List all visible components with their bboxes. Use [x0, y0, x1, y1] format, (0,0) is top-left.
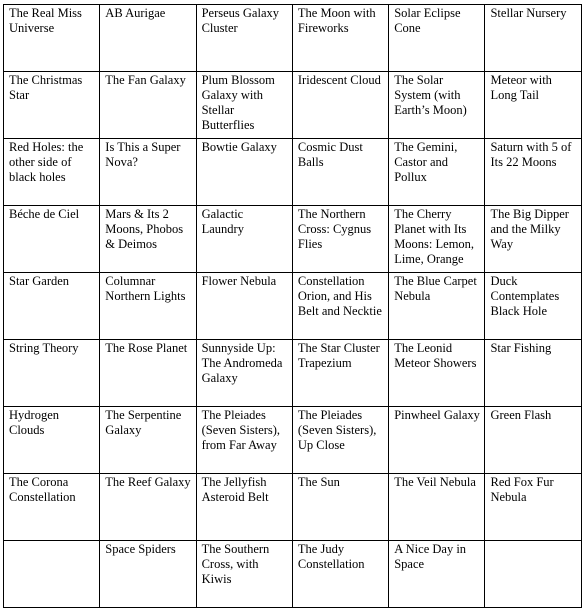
- table-cell: The Corona Constellation: [4, 474, 100, 541]
- table-cell: The Pleiades (Seven Sisters), Up Close: [292, 407, 388, 474]
- table-cell: Béche de Ciel: [4, 206, 100, 273]
- table-cell: Saturn with 5 of Its 22 Moons: [485, 139, 581, 206]
- table-cell: Cosmic Dust Balls: [292, 139, 388, 206]
- table-cell: Meteor with Long Tail: [485, 72, 581, 139]
- table-cell: AB Aurigae: [100, 5, 196, 72]
- table-cell: The Rose Planet: [100, 340, 196, 407]
- table-cell: Pinwheel Galaxy: [389, 407, 485, 474]
- table-cell: The Jellyfish Asteroid Belt: [196, 474, 292, 541]
- table-row: [4, 273, 582, 340]
- table-cell: Mars & Its 2 Moons, Phobos & Deimos: [100, 206, 196, 273]
- table-cell: Constellation Orion, and His Belt and Necktie: [292, 273, 388, 340]
- table-cell: The Cherry Planet with Its Moons: Lemon, Lime, Orange: [389, 206, 485, 273]
- table-cell: Duck Contemplates Black Hole: [485, 273, 581, 340]
- table-cell: The Gemini, Castor and Pollux: [389, 139, 485, 206]
- table-cell: Sunnyside Up: The Andromeda Galaxy: [196, 340, 292, 407]
- table-cell: Red Holes: the other side of black holes: [4, 139, 100, 206]
- table-cell: The Judy Constellation: [292, 541, 388, 608]
- table-cell: Iridescent Cloud: [292, 72, 388, 139]
- table-cell: The Solar System (with Earth’s Moon): [389, 72, 485, 139]
- table-cell: [485, 541, 581, 608]
- table-cell: Bowtie Galaxy: [196, 139, 292, 206]
- table-cell: The Serpentine Galaxy: [100, 407, 196, 474]
- table-row: [4, 206, 582, 273]
- table-row: [4, 5, 582, 72]
- table-cell: Green Flash: [485, 407, 581, 474]
- table-cell: The Southern Cross, with Kiwis: [196, 541, 292, 608]
- table-cell: The Blue Carpet Nebula: [389, 273, 485, 340]
- table-cell: The Veil Nebula: [389, 474, 485, 541]
- table-cell: Star Fishing: [485, 340, 581, 407]
- table-row: [4, 139, 582, 206]
- table-cell: String Theory: [4, 340, 100, 407]
- table-row: [4, 72, 582, 139]
- table-cell: Columnar Northern Lights: [100, 273, 196, 340]
- table-row: [4, 340, 582, 407]
- table-row: [4, 541, 582, 608]
- table-cell: The Sun: [292, 474, 388, 541]
- table-cell: Perseus Galaxy Cluster: [196, 5, 292, 72]
- titles-grid-container: [3, 4, 582, 608]
- table-cell: Solar Eclipse Cone: [389, 5, 485, 72]
- table-cell: Red Fox Fur Nebula: [485, 474, 581, 541]
- table-cell: The Pleiades (Seven Sisters), from Far Away: [196, 407, 292, 474]
- table-cell: Hydrogen Clouds: [4, 407, 100, 474]
- table-cell: The Fan Galaxy: [100, 72, 196, 139]
- table-cell: [4, 541, 100, 608]
- table-cell: Is This a Super Nova?: [100, 139, 196, 206]
- table-cell: The Reef Galaxy: [100, 474, 196, 541]
- table-row: [4, 474, 582, 541]
- table-cell: The Real Miss Universe: [4, 5, 100, 72]
- table-cell: The Leonid Meteor Showers: [389, 340, 485, 407]
- table-cell: Star Garden: [4, 273, 100, 340]
- table-cell: Flower Nebula: [196, 273, 292, 340]
- table-cell: Stellar Nursery: [485, 5, 581, 72]
- table-cell: Space Spiders: [100, 541, 196, 608]
- table-cell: Plum Blossom Galaxy with Stellar Butterflies: [196, 72, 292, 139]
- table-cell: The Northern Cross: Cygnus Flies: [292, 206, 388, 273]
- table-cell: The Big Dipper and the Milky Way: [485, 206, 581, 273]
- table-cell: The Moon with Fireworks: [292, 5, 388, 72]
- table-row: [4, 407, 582, 474]
- table-cell: A Nice Day in Space: [389, 541, 485, 608]
- table-cell: The Christmas Star: [4, 72, 100, 139]
- titles-table: [3, 4, 582, 608]
- table-cell: The Star Cluster Trapezium: [292, 340, 388, 407]
- table-cell: Galactic Laundry: [196, 206, 292, 273]
